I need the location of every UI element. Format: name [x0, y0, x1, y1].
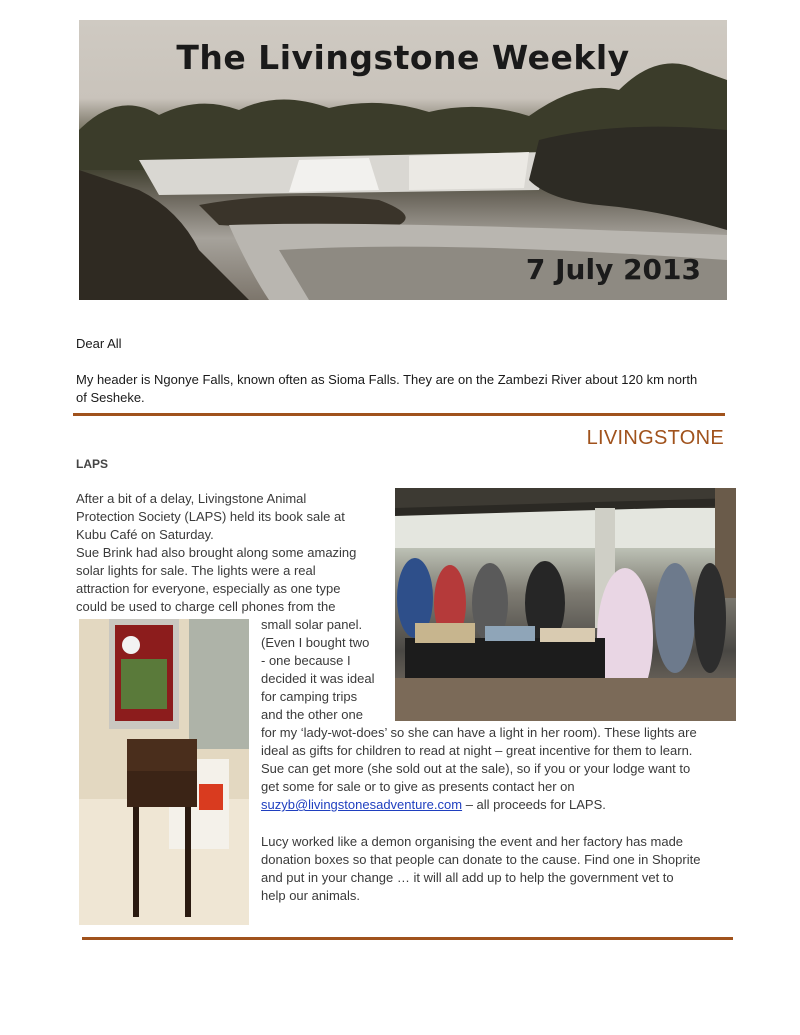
donation-box-scene — [79, 619, 249, 925]
article-line: could be used to charge cell phones from the — [76, 599, 336, 614]
email-line — [261, 796, 741, 814]
article-line: Lucy worked like a demon organising the event and her factory has made — [261, 834, 684, 849]
article-line: Sue Brink had also brought along some amazing — [76, 545, 357, 560]
article-text-top — [76, 490, 388, 616]
article-text-narrow — [261, 616, 395, 724]
article-line: ideal as gifts for children to read at night – great incentive for them to learn. — [261, 743, 693, 758]
article-line: decided it was ideal — [261, 671, 375, 686]
article-line: Sue can get more (she sold out at the sale), so if you or your lodge want to — [261, 761, 691, 776]
book-sale-photo — [395, 488, 736, 721]
article-subheading: LAPS — [76, 457, 109, 471]
article-line: Protection Society (LAPS) held its book sale at — [76, 509, 345, 524]
article-line: - one because I — [261, 653, 351, 668]
article-line: attraction for everyone, especially as one type — [76, 581, 341, 596]
article-line: Kubu Café on Saturday. — [76, 527, 214, 542]
article-line: get some for sale or to give as presents contact her on — [261, 779, 575, 794]
article-line: help our animals. — [261, 888, 360, 903]
article-line: and put in your change … it will all add up to help the government vet to — [261, 870, 674, 885]
article-line: After a bit of a delay, Livingstone Animal — [76, 491, 307, 506]
book-sale-scene — [395, 488, 736, 721]
issue-date: 7 July 2013 — [525, 253, 701, 286]
article-line: (Even I bought two — [261, 635, 370, 650]
article-paragraph-2 — [261, 833, 741, 905]
section-heading: LIVINGSTONE — [586, 427, 724, 449]
email-suffix: – all proceeds for LAPS. — [462, 797, 606, 812]
article-line: for camping trips — [261, 689, 358, 704]
masthead-title: The Livingstone Weekly — [176, 38, 630, 77]
article-line: donation boxes so that people can donate to the cause. Find one in Shoprite — [261, 852, 701, 867]
divider-top — [73, 413, 725, 416]
header-note — [76, 371, 736, 407]
greeting: Dear All — [76, 336, 122, 351]
article-line: and the other one — [261, 707, 363, 722]
divider-bottom — [82, 937, 733, 940]
article-text-wide — [261, 724, 741, 814]
email-link[interactable]: suzyb@livingstonesadventure.com — [261, 797, 463, 812]
article-line: for my ‘lady-wot-does’ so she can have a light in her room). These lights are — [261, 725, 697, 740]
article-line: solar lights for sale. The lights were a real — [76, 563, 316, 578]
header-note-line: of Sesheke. — [76, 390, 145, 405]
donation-box-photo — [79, 619, 249, 925]
article-line: small solar panel. — [261, 617, 363, 632]
header-note-line: My header is Ngonye Falls, known often as Sioma Falls. They are on the Zambezi River about 120 km north — [76, 372, 698, 387]
header-photo — [79, 20, 727, 300]
